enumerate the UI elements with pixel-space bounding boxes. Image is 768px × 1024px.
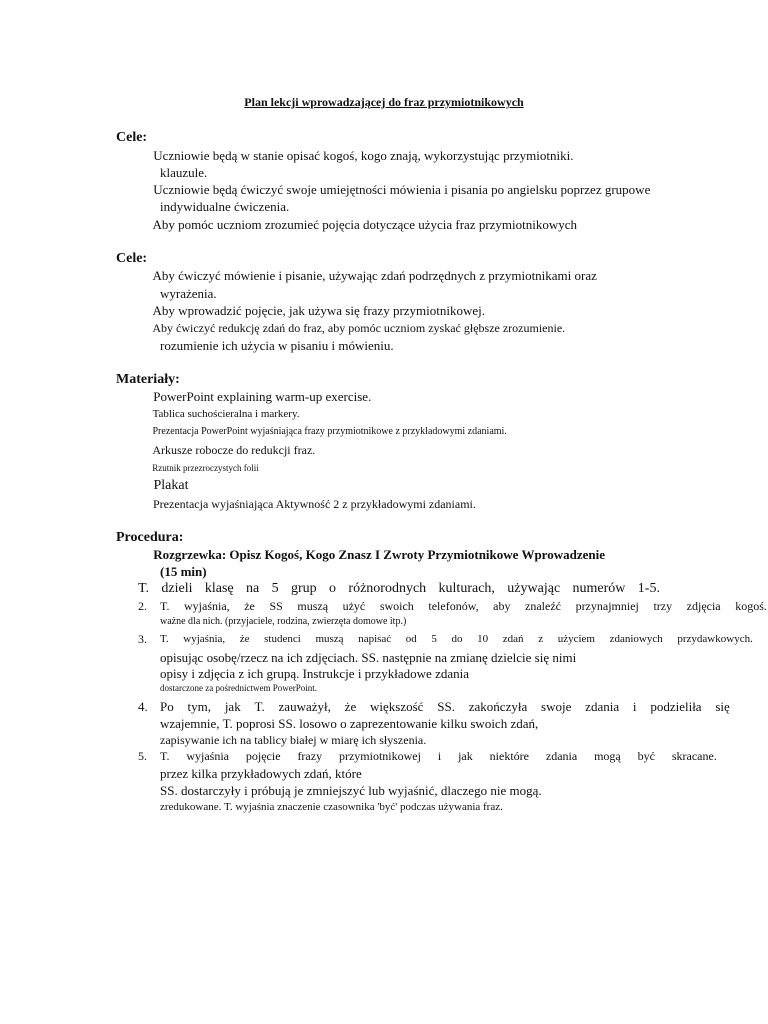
word: przymiotnikowej xyxy=(338,749,421,763)
cele1-item-1-cont: klauzule. xyxy=(160,165,208,180)
cele1-item-2-cont: indywidualne ćwiczenia. xyxy=(160,199,290,214)
word: podzieliła xyxy=(650,699,702,714)
cele-heading-2: Cele: xyxy=(116,251,148,266)
word: użyć xyxy=(342,599,366,613)
word: używając xyxy=(507,581,561,596)
word: o xyxy=(329,581,337,596)
word: 10 xyxy=(477,633,489,645)
step-5-cont-2: SS. dostarczyły i próbują je zmniejszyć lub wyjaśnić, dlaczego nie mogą. xyxy=(160,783,542,798)
word: T. xyxy=(160,599,170,613)
word: tym, xyxy=(187,699,212,714)
step-1-text xyxy=(138,582,660,596)
word: skracane. xyxy=(671,749,717,763)
word: muszą xyxy=(315,633,344,645)
cele1-item-1: Uczniowie będą w stanie opisać kogoś, kogo znają, wykorzystując przymiotniki. xyxy=(153,148,574,163)
cele1-item-3: Aby pomóc uczniom zrozumieć pojęcia dotyczące użycia fraz przymiotnikowych xyxy=(152,217,578,232)
word: zdań xyxy=(502,633,524,645)
step-1 xyxy=(138,582,660,596)
materialy-item-7: Prezentacja wyjaśniająca Aktywność 2 z przykładowymi zdaniami. xyxy=(153,497,476,511)
word: różnorodnych xyxy=(348,581,427,596)
cele2-item-1-cont: wyrażenia. xyxy=(160,286,217,301)
word: T. xyxy=(138,581,150,596)
word: przydawkowych. xyxy=(677,633,753,645)
cele2-item-2: Aby wprowadzić pojęcie, jak używa się frazy przymiotnikowej. xyxy=(152,303,486,318)
word: przynajmniej xyxy=(575,599,639,613)
step-3-cont-1: opisując osobę/rzecz na ich zdjęciach. SS. następnie na zmianę dzielcie się nimi xyxy=(160,650,577,665)
word: frazy xyxy=(297,749,323,763)
step-4-number: 4. xyxy=(138,699,148,714)
materialy-item-3: Prezentacja PowerPoint wyjaśniająca frazy przymiotnikowe z przykładowymi zdaniami. xyxy=(152,426,507,437)
word: że xyxy=(239,633,250,645)
cele1-item-2: Uczniowie będą ćwiczyć swoje umiejętności mówienia i pisania po angielsku poprzez grupowe xyxy=(153,182,651,197)
materialy-item-6: Plakat xyxy=(153,478,189,493)
materialy-item-5: Rzutnik przezroczystych folii xyxy=(152,463,259,473)
step-4-cont-2: zapisywanie ich na tablicy białej w miarę ich słyszenia. xyxy=(160,733,427,747)
step-5 xyxy=(160,750,717,762)
word: do xyxy=(451,633,463,645)
word: użyciem xyxy=(557,633,595,645)
word: być xyxy=(637,749,655,763)
procedura-heading: Procedura: xyxy=(116,530,184,545)
word: pojęcie xyxy=(245,749,281,763)
word: zdania xyxy=(545,749,578,763)
cele2-item-3-cont: rozumienie ich użycia w pisaniu i mówieniu. xyxy=(160,338,394,353)
word: aby xyxy=(493,599,511,613)
word: T. xyxy=(254,699,265,714)
word: muszą xyxy=(297,599,329,613)
word: 5 xyxy=(431,633,437,645)
word: wyjaśnia, xyxy=(184,599,230,613)
document-title: Plan lekcji wprowadzającej do fraz przymiotnikowych xyxy=(244,95,524,109)
word: kulturach, xyxy=(438,581,495,596)
step-5-cont-1: przez kilka przykładowych zdań, które xyxy=(160,766,362,781)
word: trzy xyxy=(653,599,673,613)
word: że xyxy=(344,699,357,714)
word: Po xyxy=(160,699,174,714)
step-2-number: 2. xyxy=(138,599,147,613)
cele2-item-1: Aby ćwiczyć mówienie i pisanie, używając zdań podrzędnych z przymiotnikami oraz xyxy=(152,268,597,283)
step-3-number: 3. xyxy=(138,632,147,646)
step-3-cont-2: opisy i zdjęcia z ich grupą. Instrukcje i przykładowe zdania xyxy=(160,666,469,681)
word: się xyxy=(715,699,730,714)
word: zdaniowych xyxy=(609,633,663,645)
word: klasę xyxy=(204,581,234,596)
materialy-item-1: PowerPoint explaining warm-up exercise. xyxy=(153,389,372,404)
step-3-cont-3: dostarczone za pośrednictwem PowerPoint. xyxy=(160,683,317,693)
step-2 xyxy=(160,600,767,612)
word: SS xyxy=(269,599,283,613)
word: od xyxy=(405,633,417,645)
step-3 xyxy=(160,634,753,645)
word: napisać xyxy=(358,633,392,645)
word: wyjaśnia xyxy=(186,749,229,763)
warmup-time: (15 min) xyxy=(160,564,207,579)
step-3-text xyxy=(160,634,753,645)
step-2-cont: ważne dla nich. (przyjaciele, rodzina, zwierzęta domowe itp.) xyxy=(160,616,407,627)
word: zdjęcia xyxy=(686,599,721,613)
word: jak xyxy=(458,749,473,763)
step-5-text xyxy=(160,750,717,762)
word: wyjaśnia, xyxy=(183,633,226,645)
cele-heading-1: Cele: xyxy=(116,130,148,145)
word: kogoś. xyxy=(735,599,767,613)
word: większość xyxy=(370,699,424,714)
word: i xyxy=(437,749,442,763)
step-4-text xyxy=(160,700,730,713)
word: T. xyxy=(160,633,169,645)
step-5-number: 5. xyxy=(138,749,147,763)
step-5-cont-3: zredukowane. T. wyjaśnia znaczenie czasownika 'być' podczas używania fraz. xyxy=(160,801,503,813)
word: że xyxy=(244,599,255,613)
word: studenci xyxy=(264,633,301,645)
word: swoich xyxy=(379,599,414,613)
cele2-item-3: Aby ćwiczyć redukcję zdań do fraz, aby pomóc uczniom zyskać głębsze zrozumienie. xyxy=(152,321,566,335)
word: z xyxy=(538,633,544,645)
word: dzieli xyxy=(161,581,193,596)
word: grup xyxy=(290,581,317,596)
word: T. xyxy=(160,749,170,763)
word: 1-5. xyxy=(637,581,660,596)
word: 5 xyxy=(271,581,279,596)
word: SS. xyxy=(437,699,455,714)
materialy-item-4: Arkusze robocze do redukcji fraz. xyxy=(152,443,316,457)
step-2-text xyxy=(160,600,767,612)
warmup-title: Rozgrzewka: Opisz Kogoś, Kogo Znasz I Zwroty Przymiotnikowe Wprowadzenie xyxy=(153,547,605,562)
word: telefonów, xyxy=(428,599,479,613)
step-4 xyxy=(160,700,730,713)
materialy-item-2: Tablica suchościeralna i markery. xyxy=(152,408,300,420)
word: niektóre xyxy=(489,749,529,763)
word: jak xyxy=(224,699,241,714)
step-4-cont-1: wzajemnie, T. poprosi SS. losowo o zaprezentowanie kilku swoich zdań, xyxy=(160,716,539,731)
word: swoje xyxy=(541,699,572,714)
word: zauważył, xyxy=(278,699,331,714)
word: i xyxy=(632,699,637,714)
word: zakończyła xyxy=(468,699,528,714)
word: na xyxy=(246,581,260,596)
word: mogą xyxy=(594,749,621,763)
word: numerów xyxy=(572,581,626,596)
materialy-heading: Materiały: xyxy=(116,372,180,387)
word: znaleźć xyxy=(525,599,561,613)
word: zdania xyxy=(585,699,620,714)
